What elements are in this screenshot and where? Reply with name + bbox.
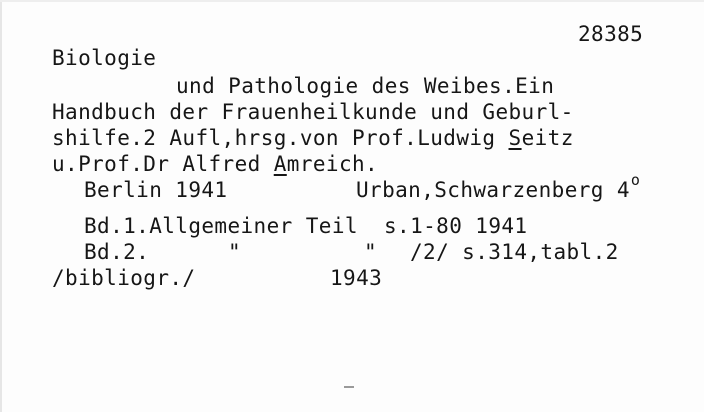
format-superscript: o — [630, 171, 641, 189]
card-left-edge — [0, 0, 2, 412]
volume-2-ditto-2: " — [364, 240, 378, 264]
subject-heading: Biologie — [52, 46, 157, 70]
publisher-format — [356, 171, 641, 204]
title-line-1: und Pathologie des Weibes.Ein — [176, 74, 555, 98]
volume-1: Bd.1.Allgemeiner Teil s.1-80 1941 — [84, 214, 528, 238]
title-line-2: Handbuch der Frauenheilkunde und Geburl- — [52, 100, 574, 124]
bibliography-note: /bibliogr./ — [52, 266, 196, 290]
volume-2-details: /2/ s.314,tabl.2 — [410, 240, 619, 264]
card-top-edge — [0, 0, 704, 2]
volume-2-ditto-1: " — [228, 240, 242, 264]
volume-2-year: 1943 — [330, 266, 383, 290]
ink-mark — [344, 386, 354, 388]
title-line-3-text: shilfe.2 Aufl,hrsg.von Prof.Ludwig — [52, 126, 509, 150]
catalog-number: 28385 — [578, 22, 644, 46]
title-line-4-text: u.Prof.Dr Alfred — [52, 152, 274, 176]
title-line-3 — [52, 126, 574, 150]
publisher: Urban,Schwarzenberg 4 — [356, 178, 630, 202]
underlined-initial-s: S — [508, 126, 522, 150]
underlined-initial-a: A — [273, 152, 287, 176]
volume-2-label: Bd.2. — [84, 240, 150, 264]
place-year: Berlin 1941 — [84, 178, 228, 202]
title-line-4-end: mreich. — [286, 152, 379, 176]
title-line-3-end: eitz — [521, 126, 574, 150]
title-line-4 — [52, 152, 378, 176]
